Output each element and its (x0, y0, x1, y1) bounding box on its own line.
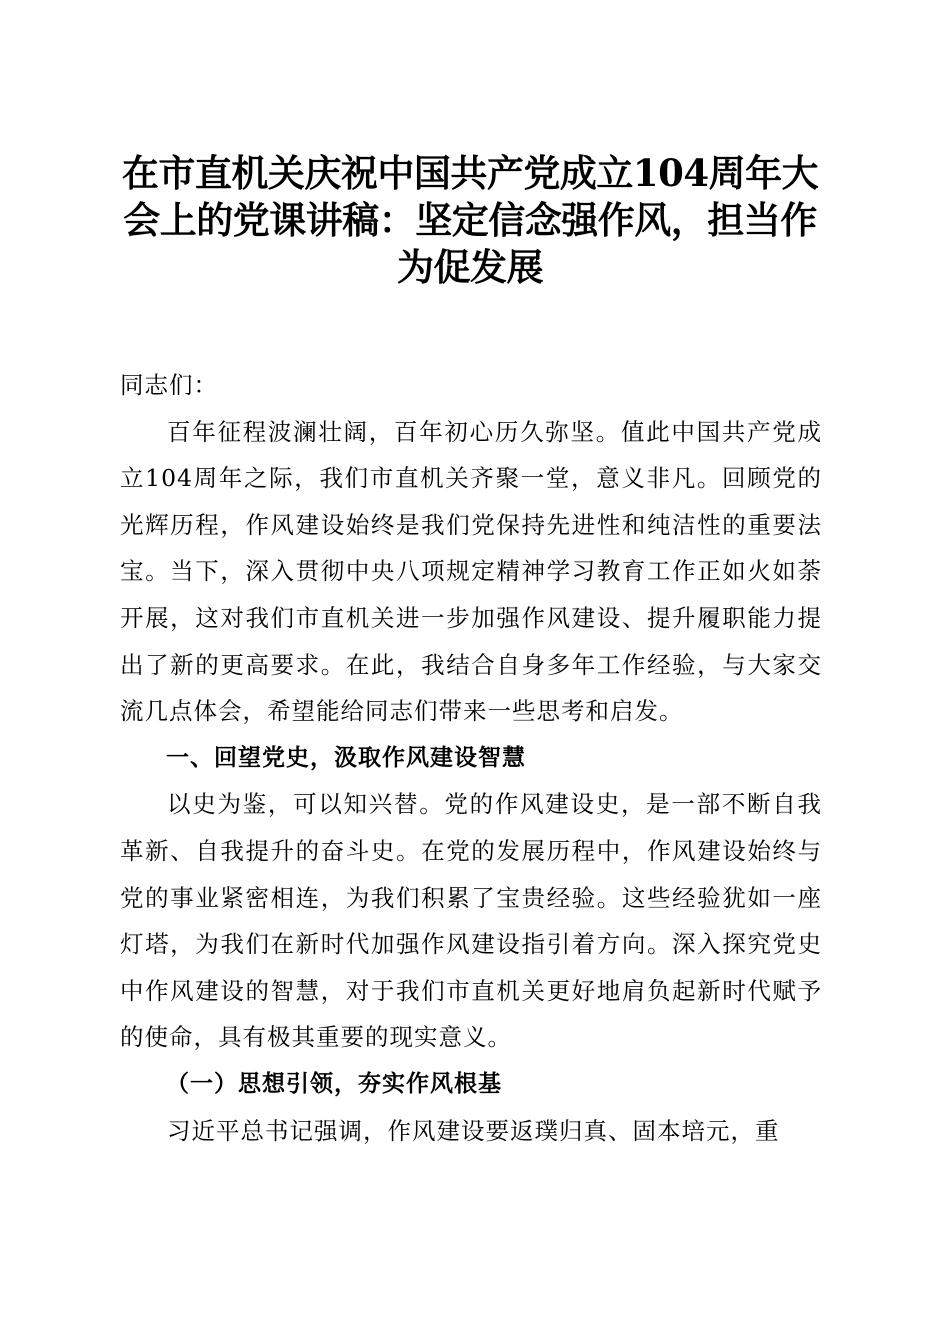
paragraph-subsection-1: 习近平总书记强调，作风建设要返璞归真、固本培元，重 (167, 1116, 780, 1145)
paragraph-section-1: 以史为鉴，可以知兴替。党的作风建设史，是一部不断自我革新、自我提升的奋斗史。在党的发展历程中，作风建设始终与党的事业紧密相连，为我们积累了宝贵经验。这些经验犹如一座灯塔，为我们在新时代加强作风建设指引着方向。深入探究党史中作风建设的智慧，对于我们市直机关更好地肩负起新时代赋予的使命，具有极其重要的现实意义。 (120, 790, 822, 1052)
greeting: 同志们： (120, 371, 218, 399)
paragraph-intro: 百年征程波澜壮阔，百年初心历久弥坚。值此中国共产党成立104周年之际，我们市直机关齐聚一堂，意义非凡。回顾党的光辉历程，作风建设始终是我们党保持先进性和纯洁性的重要法宝。当下，深入贯彻中央八项规定精神学习教育工作正如火如荼开展，这对我们市直机关进一步加强作风建设、提升履职能力提出了新的更高要求。在此，我结合自身多年工作经验，与大家交流几点体会，希望能给同志们带来一些思考和启发。 (120, 417, 822, 726)
subsection-heading-1: （一）思想引领，夯实作风根基 (166, 1069, 502, 1097)
section-heading-1: 一、回望党史，汲取作风建设智慧 (166, 744, 526, 771)
document-title: 在市直机关庆祝中国共产党成立104周年大会上的党课讲稿：坚定信念强作风，担当作为促发展 (121, 151, 819, 289)
document-body (120, 362, 822, 1154)
